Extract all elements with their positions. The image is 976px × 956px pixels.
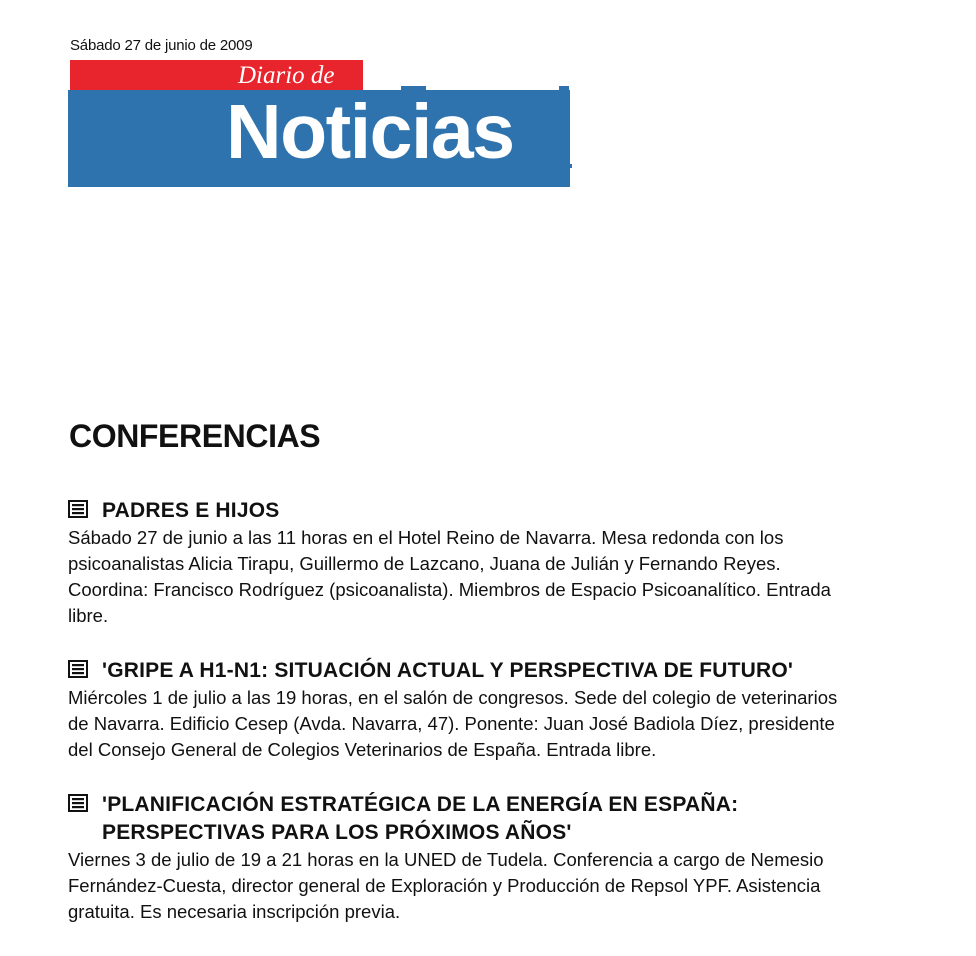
section-title: CONFERENCIAS: [69, 418, 321, 454]
article-title: PADRES E HIJOS: [102, 499, 280, 522]
logo-top-text: Diario de: [238, 62, 335, 89]
article-body-line: psicoanalistas Alicia Tirapu, Guillermo de Lazcano, Juana de Julián y Fernando Reyes.: [68, 553, 781, 574]
article-body-line: gratuita. Es necesaria inscripción previa.: [68, 901, 401, 922]
document-icon: [68, 500, 88, 518]
article-header: [68, 657, 968, 685]
article-title: 'GRIPE A H1-N1: SITUACIÓN ACTUAL Y PERSPECTIVA DE FUTURO': [102, 659, 794, 682]
article-body: [68, 685, 968, 763]
article-body-line: Miércoles 1 de julio a las 19 horas, en el salón de congresos. Sede del colegio de veterinarios: [68, 687, 838, 708]
article-title-line: PERSPECTIVAS PARA LOS PRÓXIMOS AÑOS': [102, 821, 572, 844]
document-icon: [68, 794, 88, 812]
article-body-line: de Navarra. Edificio Cesep (Avda. Navarra, 47). Ponente: Juan José Badiola Díez, presidente: [68, 713, 835, 734]
article-body-line: Fernández-Cuesta, director general de Exploración y Producción de Repsol YPF. Asistencia: [68, 875, 821, 896]
article-body: [68, 847, 968, 925]
article-body: [68, 525, 968, 629]
article-title-line: 'PLANIFICACIÓN ESTRATÉGICA DE LA ENERGÍA EN ESPAÑA:: [102, 793, 739, 816]
article-body-line: Viernes 3 de julio de 19 a 21 horas en la UNED de Tudela. Conferencia a cargo de Nemesio: [68, 849, 824, 870]
newspaper-logo: [68, 60, 578, 190]
logo-dot: [568, 164, 572, 168]
article-gripe-a: [68, 657, 968, 763]
article-planificacion-energia: [68, 791, 968, 925]
article-padres-e-hijos: [68, 497, 968, 629]
article-body-line: del Consejo General de Colegios Veterinarios de España. Entrada libre.: [68, 739, 657, 760]
article-header: [68, 497, 968, 525]
article-header: [68, 791, 968, 847]
article-body-line: Sábado 27 de junio a las 11 horas en el Hotel Reino de Navarra. Mesa redonda con los: [68, 527, 784, 548]
article-body-line: Coordina: Francisco Rodríguez (psicoanalista). Miembros de Espacio Psicoanalítico. Entrada: [68, 579, 831, 600]
logo-main-text: Noticias: [226, 89, 514, 175]
article-body-line: libre.: [68, 605, 109, 626]
publication-date: Sábado 27 de junio de 2009: [70, 37, 253, 54]
document-icon: [68, 660, 88, 678]
